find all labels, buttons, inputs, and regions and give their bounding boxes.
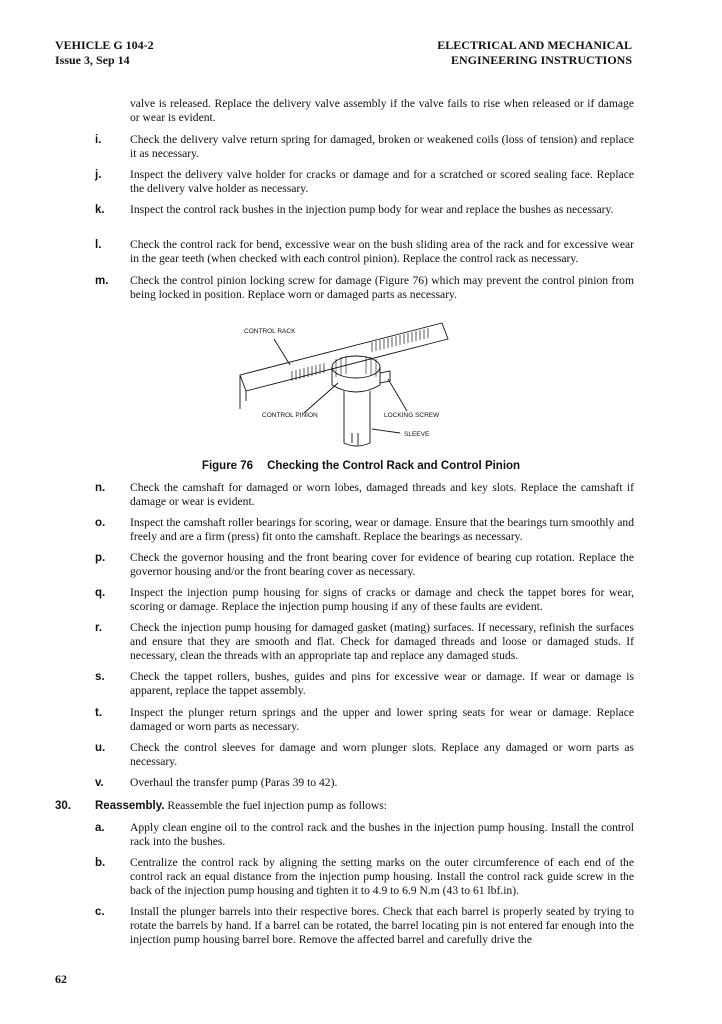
item-label: o. — [95, 517, 106, 529]
sleeve-shape — [344, 391, 370, 446]
item-text: Check the injection pump housing for damaged gasket (mating) surfaces. If necessary, refinish the surfaces and ensure that they are smooth and flat. Check for damaged threads and loose or damaged studs. If necessary, clean the threads with an appropriate tap and replace any damaged studs. — [130, 621, 634, 663]
item-label: n. — [95, 482, 106, 494]
page-number: 62 — [55, 972, 67, 986]
locking-screw-shape — [380, 371, 390, 383]
item-text: Inspect the control rack bushes in the injection pump body for wear and replace the bushes as necessary. — [130, 203, 614, 216]
item-label: s. — [95, 671, 105, 683]
item-text: Check the delivery valve return spring for damaged, broken or weakened coils (loss of tension) and replace it as necessary. — [130, 133, 634, 161]
item-label: r. — [95, 622, 103, 634]
item-text: Check the control pinion locking screw for damage (Figure 76) which may prevent the control pinion from being locked in position. Replace worn or damaged parts as necessary. — [130, 274, 634, 302]
item-label: u. — [95, 742, 106, 754]
item-text: Check the control sleeves for damage and worn plunger slots. Replace any damaged or worn parts as necessary. — [130, 741, 634, 769]
item-text: valve is released. Replace the delivery valve assembly if the valve fails to rise when released or if damage or wear is evident. — [130, 97, 634, 125]
label-control-rack: CONTROL RACK — [244, 328, 296, 335]
figure-76-illustration — [232, 315, 462, 453]
label-control-pinion: CONTROL PINION — [262, 412, 318, 419]
item-label: p. — [95, 552, 106, 564]
item-text: Inspect the plunger return springs and the upper and lower spring seats for wear or damage. Replace damaged or worn parts as necessary. — [130, 706, 634, 734]
header-left — [55, 38, 154, 68]
item-label: q. — [95, 587, 106, 599]
item-text: Inspect the delivery valve holder for cracks or damage and for a scratched or scored sealing face. Replace the delivery valve holder as necessary. — [130, 168, 634, 196]
vehicle-id: VEHICLE G 104-2 — [55, 38, 154, 52]
item-label: j. — [95, 169, 102, 181]
item-label: b. — [95, 857, 106, 869]
item-label: t. — [95, 707, 103, 719]
item-text: Centralize the control rack by aligning the setting marks on the outer circumference of each end of the control rack an equal distance from the injection pump housing. Install the control rack guide screw in the back of the injection pump housing and tighten it to 4.9 to 6.9 N.m (43 to 61 lbf.in). — [130, 856, 634, 898]
item-label: m. — [95, 275, 109, 287]
item-label: a. — [95, 822, 105, 834]
label-sleeve: SLEEVE — [404, 431, 430, 438]
item-text: Check the camshaft for damaged or worn lobes, damaged threads and key slots. Replace the camshaft if damage or wear is evident. — [130, 481, 634, 509]
issue-date: Issue 3, Sep 14 — [55, 53, 130, 67]
figure-title: Checking the Control Rack and Control Pinion — [267, 460, 521, 472]
item-text: Overhaul the transfer pump (Paras 39 to 42). — [130, 776, 338, 789]
figure-number: Figure 76 — [201, 460, 254, 472]
item-label: c. — [95, 906, 105, 918]
item-text: Inspect the injection pump housing for signs of cracks or damage and check the tappet bores for wear, scoring or damage. Replace the injection pump housing if any of these faults are evident. — [130, 586, 634, 614]
item-label: v. — [95, 777, 104, 789]
item-text: Check the governor housing and the front bearing cover for evidence of bearing cup rotation. Replace the governor housing and/or the front bearing cover as necessary. — [130, 551, 634, 579]
header-right — [437, 38, 632, 68]
item-text: Check the control rack for bend, excessive wear on the bush sliding area of the rack and for excessive wear in the gear teeth (when checked with each control pinion). Replace the control rack as necessary. — [130, 238, 634, 266]
item-label: k. — [95, 204, 105, 216]
item-text: Apply clean engine oil to the control rack and the bushes in the injection pump housing. Install the control rack into the bushes. — [130, 821, 634, 849]
header-title-line1: ELECTRICAL AND MECHANICAL — [437, 38, 632, 52]
item-text: Install the plunger barrels into their respective bores. Check that each barrel is properly seated by trying to rotate the barrels by hand. If a barrel can be rotated, the barrel locating pin is not entered far enough into the injection pump housing barrel bore. Remove the affected barrel and carefully drive the — [130, 905, 634, 947]
rack-teeth — [292, 328, 428, 381]
item-label: l. — [95, 239, 102, 251]
header-title-line2: ENGINEERING INSTRUCTIONS — [450, 53, 632, 67]
label-locking-screw: LOCKING SCREW — [384, 412, 440, 419]
paragraph-title: Reassembly. — [95, 800, 165, 812]
paragraph-30-heading — [95, 799, 387, 813]
paragraph-intro: Reassemble the fuel injection pump as follows: — [167, 799, 387, 812]
paragraph-number: 30. — [55, 800, 71, 812]
item-text: Check the tappet rollers, bushes, guides and pins for excessive wear or damage. If wear or damage is apparent, replace the tappet assembly. — [130, 670, 634, 698]
item-label: i. — [95, 134, 102, 146]
figure-caption — [0, 459, 722, 473]
item-text: Inspect the camshaft roller bearings for scoring, wear or damage. Ensure that the bearings turn smoothly and freely and are a firm (press) fit onto the camshaft. Replace the bearings as necessary. — [130, 516, 634, 544]
